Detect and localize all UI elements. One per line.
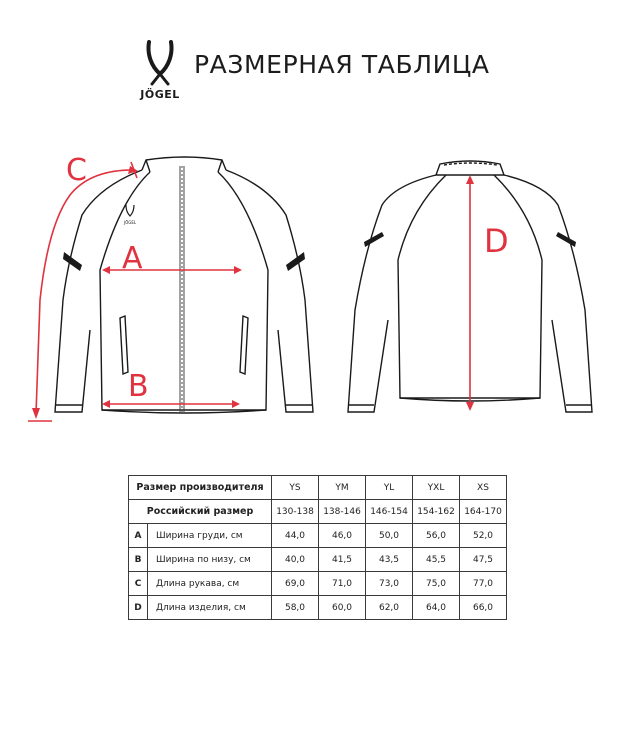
russian-size-row [129,500,507,524]
brand-logo [135,40,185,104]
value-cell: 46,0 [319,524,366,548]
value-cell: 71,0 [319,572,366,596]
size-cell: YXL [413,476,460,500]
header [0,0,624,110]
russian-size-cell: 138-146 [319,500,366,524]
jacket-diagram-svg [0,130,624,440]
table-row [129,548,507,572]
russian-size-cell: 164-170 [460,500,507,524]
value-cell: 43,5 [366,548,413,572]
size-cell: YL [366,476,413,500]
size-table [128,475,507,620]
measure-d-arrow [466,175,474,411]
value-cell: 77,0 [460,572,507,596]
size-cell: YS [272,476,319,500]
table-row [129,596,507,620]
measure-c-arrow [28,162,138,421]
value-cell: 62,0 [366,596,413,620]
label-c: C [66,153,87,188]
measure-letter: A [129,524,148,548]
size-cell: XS [460,476,507,500]
zipper-icon [180,166,184,412]
sleeve-stripe-icon [63,252,82,271]
measure-letter: D [129,596,148,620]
value-cell: 75,0 [413,572,460,596]
manufacturer-size-row [129,476,507,500]
table-row [129,572,507,596]
size-cell: YM [319,476,366,500]
table-row [129,524,507,548]
value-cell: 44,0 [272,524,319,548]
russian-size-cell: 146-154 [366,500,413,524]
value-cell: 50,0 [366,524,413,548]
measure-label: Длина изделия, см [148,596,272,620]
value-cell: 52,0 [460,524,507,548]
value-cell: 58,0 [272,596,319,620]
value-cell: 66,0 [460,596,507,620]
value-cell: 69,0 [272,572,319,596]
manufacturer-size-header: Размер производителя [129,476,272,500]
chest-logo-icon [123,205,137,225]
label-d: D [484,222,509,260]
sleeve-stripe-icon [364,232,384,247]
measure-letter: B [129,548,148,572]
label-b: B [128,369,149,404]
value-cell: 73,0 [366,572,413,596]
russian-size-header: Российский размер [129,500,272,524]
measure-letter: C [129,572,148,596]
jacket-diagrams [0,130,624,440]
sleeve-stripe-icon [556,232,576,247]
value-cell: 40,0 [272,548,319,572]
label-a: A [122,241,143,276]
brand-name: JÖGEL [140,88,180,101]
russian-size-cell: 154-162 [413,500,460,524]
measure-label: Ширина груди, см [148,524,272,548]
svg-text:JÖGEL: JÖGEL [123,220,137,225]
value-cell: 56,0 [413,524,460,548]
value-cell: 64,0 [413,596,460,620]
page-title: РАЗМЕРНАЯ ТАБЛИЦА [194,50,490,79]
measure-label: Длина рукава, см [148,572,272,596]
sleeve-stripe-icon [286,252,305,271]
value-cell: 41,5 [319,548,366,572]
russian-size-cell: 130-138 [272,500,319,524]
measure-label: Ширина по низу, см [148,548,272,572]
measure-b-arrow [102,400,240,408]
value-cell: 47,5 [460,548,507,572]
value-cell: 45,5 [413,548,460,572]
value-cell: 60,0 [319,596,366,620]
jogel-logo-icon [135,40,185,86]
